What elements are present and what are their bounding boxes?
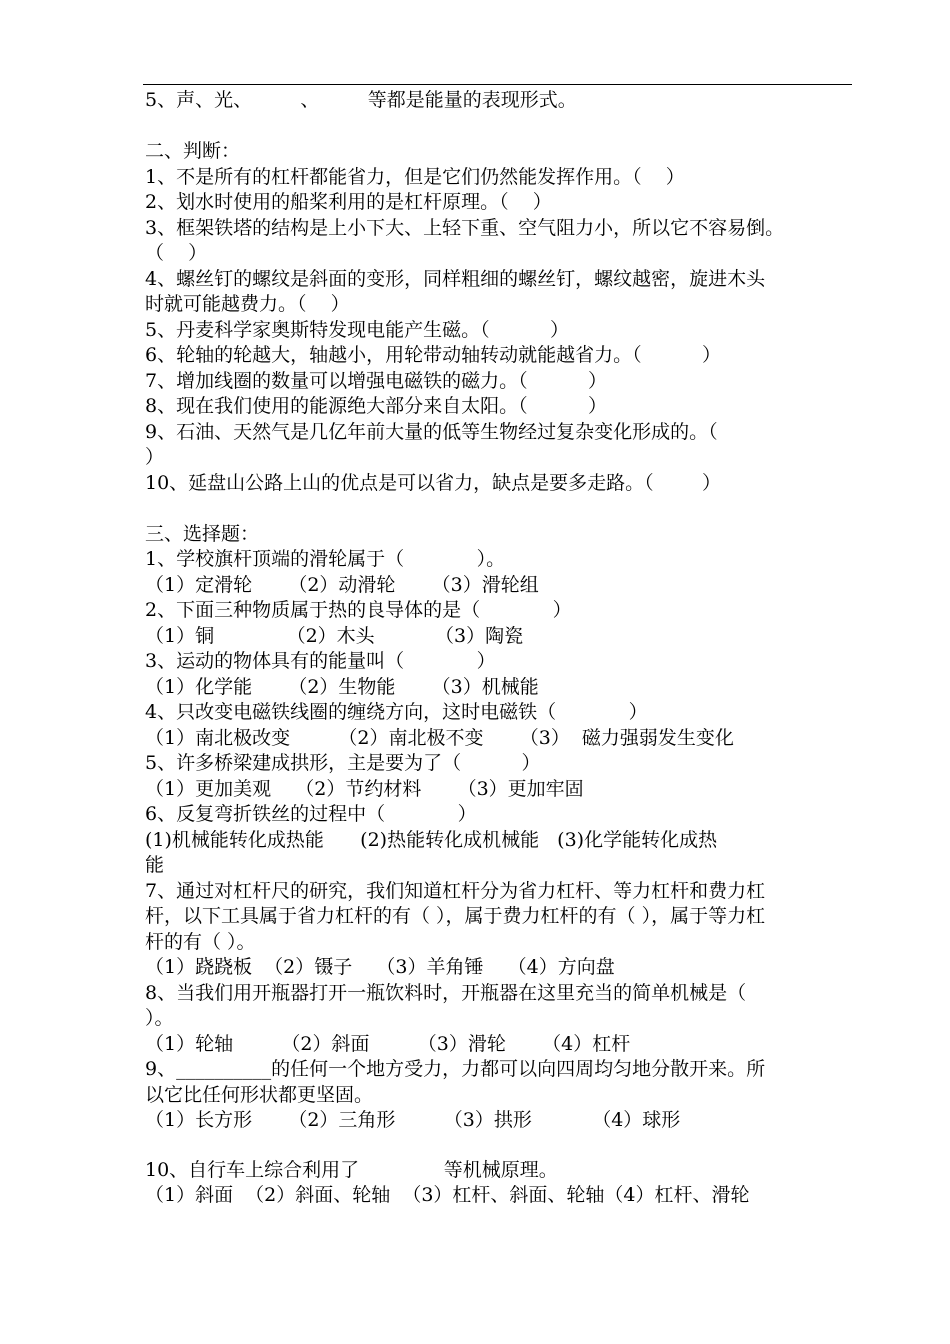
judge-line: 9、石油、天然气是几亿年前大量的低等生物经过复杂变化形成的。（ — [145, 420, 718, 443]
fill-in-question-5: 5、声、光、 、 等都是能量的表现形式。 — [145, 89, 577, 111]
header-rule — [143, 84, 852, 85]
choice-line: ）。 — [145, 1007, 174, 1029]
spacer — [145, 114, 855, 140]
choice-line: 杆的有（ ）。 — [145, 930, 256, 953]
choice-line: 9、__________的任何一个地方受力，力都可以向四周均匀地分散开来。所 — [145, 1058, 766, 1080]
choice-line: (1)机械能转化成热能 (2)热能转化成机械能 (3)化学能转化成热 — [145, 828, 718, 851]
choice-line: 2、下面三种物质属于热的良导体的是（ ） — [145, 599, 572, 621]
choice-line: 5、许多桥梁建成拱形，主是要为了（ ） — [145, 752, 541, 774]
choice-line: （1）跷跷板 （2）镊子 （3）羊角锤 （4）方向盘 — [145, 956, 615, 978]
judge-line: 10、延盘山公路上山的优点是可以省力，缺点是要多走路。（ ） — [145, 471, 721, 494]
choice-line: 3、运动的物体具有的能量叫（ ） — [145, 650, 496, 672]
section-choice-heading: 三、选择题： — [145, 522, 260, 545]
choice-line: （1）定滑轮 （2）动滑轮 （3）滑轮组 — [145, 573, 539, 596]
choice-line: 10、自行车上综合利用了 等机械原理。 — [145, 1158, 558, 1181]
judge-line: 3、框架铁塔的结构是上小下大、上轻下重、空气阻力小，所以它不容易倒。 — [145, 216, 785, 239]
choice-line: （1）斜面 （2）斜面、轮轴 （3）杠杆、斜面、轮轴（4）杠杆、滑轮 — [145, 1184, 750, 1206]
choice-line: 能 — [145, 854, 165, 876]
section-judge-heading: 二、判断： — [145, 140, 241, 162]
judge-line: （ ） — [145, 242, 208, 264]
choice-line: （1）长方形 （2）三角形 （3）拱形 （4）球形 — [145, 1109, 681, 1131]
judge-line: 4、螺丝钉的螺纹是斜面的变形，同样粗细的螺丝钉，螺纹越密，旋进木头 — [145, 267, 766, 290]
choice-line: 7、通过对杠杆尺的研究，我们知道杠杆分为省力杠杆、等力杠杆和费力杠 — [145, 879, 766, 902]
judge-line: 2、划水时使用的船桨利用的是杠杆原理。（ ） — [145, 191, 552, 213]
judge-line: 1、不是所有的杠杆都能省力，但是它们仍然能发挥作用。（ ） — [145, 165, 685, 188]
choice-line: （1）南北极改变 （2）南北极不变 （3） 磁力强弱发生变化 — [145, 726, 734, 749]
choice-line: 以它比任何形状都更坚固。 — [145, 1083, 374, 1106]
choice-line: 6、反复弯折铁丝的过程中（ ） — [145, 803, 477, 825]
judge-line: 7、增加线圈的数量可以增强电磁铁的磁力。（ ） — [145, 369, 607, 392]
choice-line: （1）铜 （2）木头 （3）陶瓷 — [145, 624, 524, 647]
document-body — [145, 88, 855, 1209]
judge-line: ） — [145, 446, 165, 468]
judge-line: 6、轮轴的轮越大，轴越小，用轮带动轴转动就能越省力。（ ） — [145, 344, 721, 366]
choice-line: （1）轮轴 （2）斜面 （3）滑轮 （4）杠杆 — [145, 1032, 631, 1055]
judge-line: 8、现在我们使用的能源绝大部分来自太阳。（ ） — [145, 395, 607, 417]
choice-line: 1、学校旗杆顶端的滑轮属于（ ）。 — [145, 548, 506, 570]
choice-line: 4、只改变电磁铁线圈的缠绕方向，这时电磁铁（ ） — [145, 701, 648, 723]
spacer — [145, 496, 855, 522]
judge-line: 时就可能越费力。（ ） — [145, 293, 350, 315]
choice-line: （1）更加美观 （2）节约材料 （3）更加牢固 — [145, 777, 584, 800]
choice-line: 8、当我们用开瓶器打开一瓶饮料时，开瓶器在这里充当的简单机械是（ — [145, 981, 747, 1004]
judge-line: 5、丹麦科学家奥斯特发现电能产生磁。（ ） — [145, 318, 569, 341]
choice-line: （1）化学能 （2）生物能 （3）机械能 — [145, 675, 539, 698]
spacer — [145, 1134, 855, 1158]
choice-line: 杆，以下工具属于省力杠杆的有（ ），属于费力杠杆的有（ ），属于等力杠 — [145, 905, 766, 927]
